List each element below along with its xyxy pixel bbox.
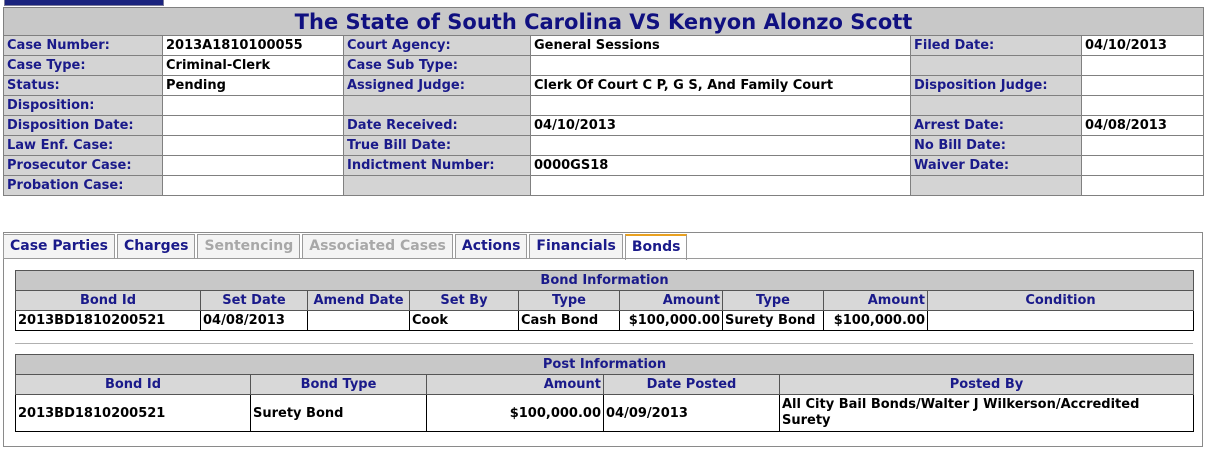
column-header: Bond Id	[16, 375, 251, 395]
case-field-label: Waiver Date:	[911, 156, 1082, 176]
column-header: Set By	[410, 291, 519, 311]
case-info-row	[4, 76, 1204, 96]
case-field-value	[1082, 76, 1204, 96]
column-header: Condition	[928, 291, 1194, 311]
case-field-value	[1082, 176, 1204, 196]
case-info-row	[4, 136, 1204, 156]
case-field-value	[163, 116, 344, 136]
column-header: Bond Type	[251, 375, 427, 395]
column-header: Date Posted	[604, 375, 780, 395]
case-field-value	[1082, 56, 1204, 76]
table-cell: Cook	[410, 311, 519, 331]
case-field-label: Date Received:	[344, 116, 531, 136]
case-field-value: 04/10/2013	[1082, 36, 1204, 56]
case-field-label: Disposition Date:	[4, 116, 163, 136]
table-cell	[928, 311, 1194, 331]
case-field-value	[1082, 136, 1204, 156]
case-field-label: Case Type:	[4, 56, 163, 76]
column-header: Type	[519, 291, 620, 311]
case-field-label: Case Sub Type:	[344, 56, 531, 76]
header-row	[16, 291, 1194, 311]
case-field-value: 2013A1810100055	[163, 36, 344, 56]
case-title: The State of South Carolina VS Kenyon Alonzo Scott	[4, 8, 1204, 36]
case-field-label	[911, 96, 1082, 116]
case-field-value	[1082, 96, 1204, 116]
case-field-label	[344, 176, 531, 196]
case-field-label: Filed Date:	[911, 36, 1082, 56]
case-field-value: Pending	[163, 76, 344, 96]
case-field-label: Arrest Date:	[911, 116, 1082, 136]
case-field-value	[163, 136, 344, 156]
table-cell: 2013BD1810200521	[16, 395, 251, 432]
case-field-label: Court Agency:	[344, 36, 531, 56]
tab-bonds[interactable]: Bonds	[625, 234, 688, 260]
case-field-label: True Bill Date:	[344, 136, 531, 156]
case-field-value: 0000GS18	[531, 156, 911, 176]
case-field-value	[531, 56, 911, 76]
column-header: Amend Date	[308, 291, 410, 311]
table-cell	[308, 311, 410, 331]
case-field-label	[344, 96, 531, 116]
table-cell: Cash Bond	[519, 311, 620, 331]
table-cell: 04/08/2013	[201, 311, 308, 331]
table-cell: $100,000.00	[824, 311, 928, 331]
case-field-value: General Sessions	[531, 36, 911, 56]
table-cell: All City Bail Bonds/Walter J Wilkerson/Accredited Surety	[780, 395, 1194, 432]
case-info-row	[4, 36, 1204, 56]
table-cell: Surety Bond	[251, 395, 427, 432]
column-header: Type	[723, 291, 824, 311]
case-field-label: Case Number:	[4, 36, 163, 56]
case-field-value	[163, 156, 344, 176]
case-field-value: Criminal-Clerk	[163, 56, 344, 76]
case-info-row	[4, 116, 1204, 136]
header-row	[16, 375, 1194, 395]
case-field-label	[911, 176, 1082, 196]
table-cell: 2013BD1810200521	[16, 311, 201, 331]
top-nav-tab[interactable]	[4, 0, 164, 6]
tab-actions[interactable]: Actions	[455, 234, 528, 258]
tab-associated-cases: Associated Cases	[302, 234, 453, 258]
tab-strip-line	[3, 258, 1203, 259]
case-field-value	[531, 96, 911, 116]
case-field-value: 04/10/2013	[531, 116, 911, 136]
bond-section-title: Bond Information	[16, 271, 1194, 291]
case-field-label: Probation Case:	[4, 176, 163, 196]
table-cell: $100,000.00	[620, 311, 723, 331]
case-info-row	[4, 56, 1204, 76]
case-field-label: Disposition:	[4, 96, 163, 116]
case-field-label: No Bill Date:	[911, 136, 1082, 156]
table-row	[16, 395, 1194, 432]
case-info-row	[4, 156, 1204, 176]
case-field-label: Assigned Judge:	[344, 76, 531, 96]
column-header: Bond Id	[16, 291, 201, 311]
column-header: Set Date	[201, 291, 308, 311]
case-field-label: Disposition Judge:	[911, 76, 1082, 96]
table-row	[16, 311, 1194, 331]
tab-case-parties[interactable]: Case Parties	[3, 234, 115, 258]
tab-sentencing: Sentencing	[197, 234, 300, 258]
case-field-value	[531, 176, 911, 196]
case-field-value	[163, 176, 344, 196]
case-field-label: Indictment Number:	[344, 156, 531, 176]
case-field-value	[531, 136, 911, 156]
column-header: Amount	[824, 291, 928, 311]
case-field-label: Law Enf. Case:	[4, 136, 163, 156]
case-info-row	[4, 176, 1204, 196]
post-section-title: Post Information	[16, 355, 1194, 375]
case-field-label: Status:	[4, 76, 163, 96]
case-info-row	[4, 96, 1204, 116]
column-header: Amount	[620, 291, 723, 311]
tab-strip	[3, 234, 687, 258]
case-field-value: Clerk Of Court C P, G S, And Family Court	[531, 76, 911, 96]
column-header: Amount	[427, 375, 604, 395]
table-cell: Surety Bond	[723, 311, 824, 331]
table-cell: 04/09/2013	[604, 395, 780, 432]
case-field-label: Prosecutor Case:	[4, 156, 163, 176]
bond-information-table	[15, 270, 1194, 331]
case-field-value	[1082, 156, 1204, 176]
case-field-label	[911, 56, 1082, 76]
case-field-value: 04/08/2013	[1082, 116, 1204, 136]
case-field-value	[163, 96, 344, 116]
case-header-table	[3, 7, 1204, 196]
post-information-table	[15, 354, 1194, 432]
section-divider	[15, 343, 1193, 344]
column-header: Posted By	[780, 375, 1194, 395]
table-cell: $100,000.00	[427, 395, 604, 432]
tab-charges[interactable]: Charges	[117, 234, 195, 258]
tab-financials[interactable]: Financials	[529, 234, 622, 258]
